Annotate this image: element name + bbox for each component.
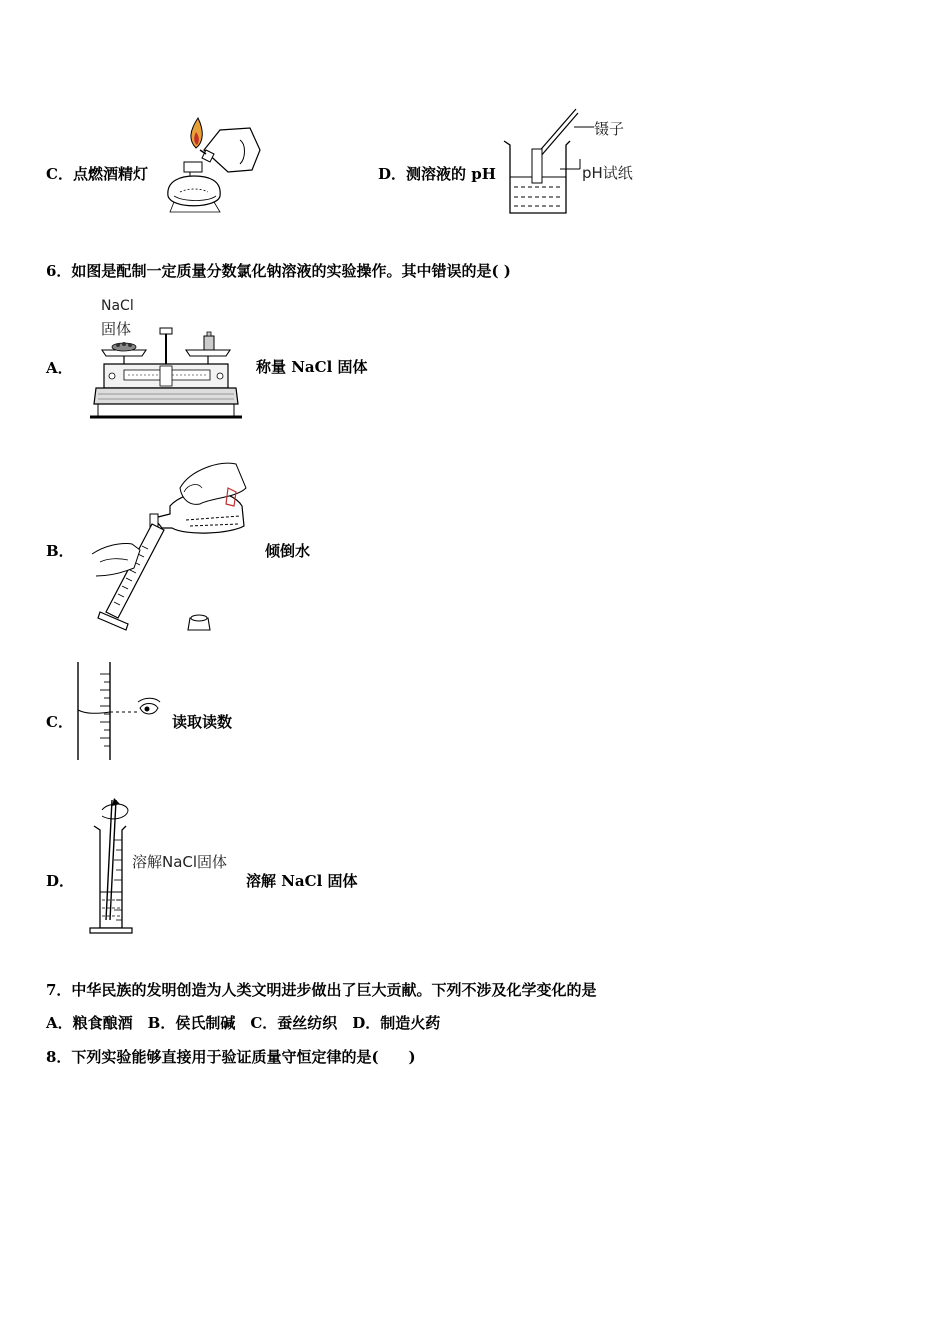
dissolve-figure-label: 溶解NaCl固体	[132, 853, 228, 871]
q6-option-d-letter: D．	[46, 872, 75, 890]
q6-option-d-caption: 溶解 NaCl 固体	[246, 872, 358, 890]
q6-option-a-letter: A．	[46, 359, 73, 377]
reading-cylinder-icon	[74, 660, 166, 762]
q7-stem: 7．中华民族的发明创造为人类文明进步做出了巨大贡献。下列不涉及化学变化的是	[46, 981, 597, 999]
alcohol-lamp-lighting-icon	[160, 110, 270, 216]
balance-label-nacl: NaCl	[101, 298, 134, 314]
q6-option-b-caption: 倾倒水	[265, 542, 311, 560]
q6-stem: 6．如图是配制一定质量分数氯化钠溶液的实验操作。其中错误的是( )	[46, 262, 511, 280]
tweezers-label: 镊子	[594, 120, 625, 138]
q5-option-c-label: C．点燃酒精灯	[46, 165, 148, 183]
q6-option-c-caption: 读取读数	[172, 713, 233, 731]
ph-paper-label: pH试纸	[582, 164, 633, 182]
pouring-water-icon	[90, 458, 250, 636]
q7-options: A．粮食酿酒 B．侯氏制碱 C．蚕丝纺织 D．制造火药	[46, 1014, 441, 1032]
q6-option-a-caption: 称量 NaCl 固体	[256, 358, 368, 376]
q6-option-c-letter: C．	[46, 713, 73, 731]
q6-option-b-letter: B．	[46, 542, 74, 560]
q5-option-d-label: D．测溶液的 pH	[378, 165, 496, 183]
balance-scale-icon	[88, 322, 244, 420]
q8-stem: 8．下列实验能够直接用于验证质量守恒定律的是( )	[46, 1048, 416, 1066]
dissolving-cylinder-icon	[88, 796, 138, 936]
balance-label-solid: 固体	[101, 320, 132, 338]
